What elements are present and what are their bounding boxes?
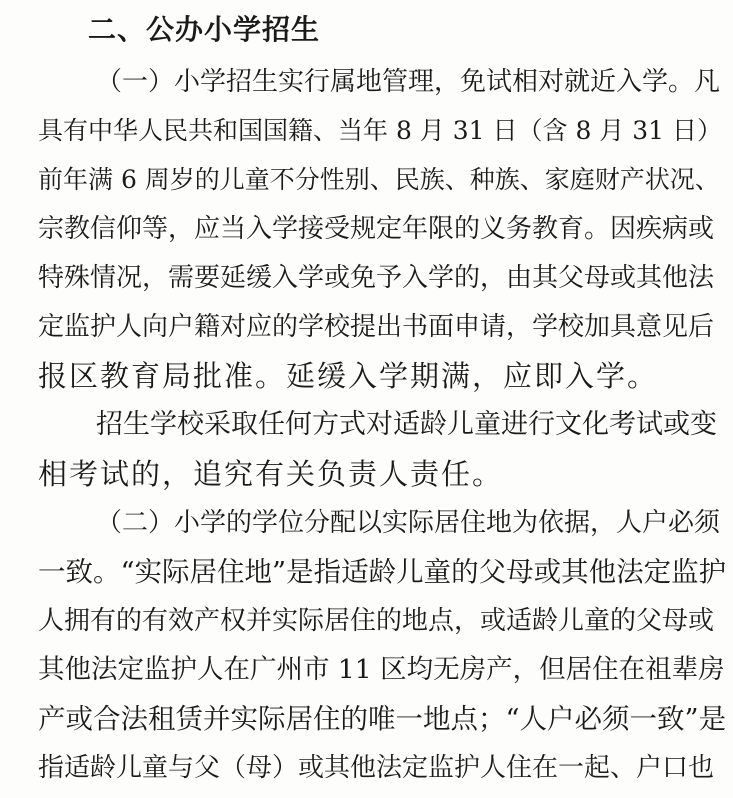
text-line-14: 产或合法租赁并实际居住的唯一地点；“人户必须一致”是 (38, 703, 727, 735)
text-line-9: 相考试的，追究有关负责人责任。 (38, 457, 504, 491)
section-heading: 二、公办小学招生 (88, 13, 321, 46)
text-line-15: 指适龄儿童与父（母）或其他法定监护人住在一起、户口也 (38, 753, 715, 783)
text-line-13: 其他法定监护人在广州市 11 区均无房产，但居住在祖辈房 (38, 654, 725, 685)
text-line-1: （一）小学招生实行属地管理，免试相对就近入学。凡 (96, 67, 721, 97)
text-line-3: 前年满 6 周岁的儿童不分性别、民族、种族、家庭财产状况、 (38, 165, 720, 194)
text-line-8: 招生学校采取任何方式对适龄儿童进行文化考试或变 (96, 409, 717, 440)
text-line-5: 特殊情况，需要延缓入学或免予入学的，由其父母或其他法 (38, 263, 715, 293)
text-line-6: 定监护人向户籍对应的学校提出书面申请，学校加具意见后 (38, 312, 715, 342)
text-line-11: 一致。“实际居住地”是指适龄儿童的父母或其他法定监护 (38, 556, 727, 588)
text-line-12: 人拥有的有效产权并实际居住的地点，或适龄儿童的父母或 (38, 606, 715, 636)
text-line-2: 具有中华人民共和国国籍、当年 8 月 31 日（含 8 月 31 日） (38, 116, 723, 145)
text-line-4: 宗教信仰等，应当入学接受规定年限的义务教育。因疾病或 (38, 214, 715, 244)
text-line-10: （二）小学的学位分配以实际居住地为依据，人户必须 (96, 508, 721, 538)
text-line-7: 报区教育局批准。延缓入学期满，应即入学。 (38, 359, 659, 393)
